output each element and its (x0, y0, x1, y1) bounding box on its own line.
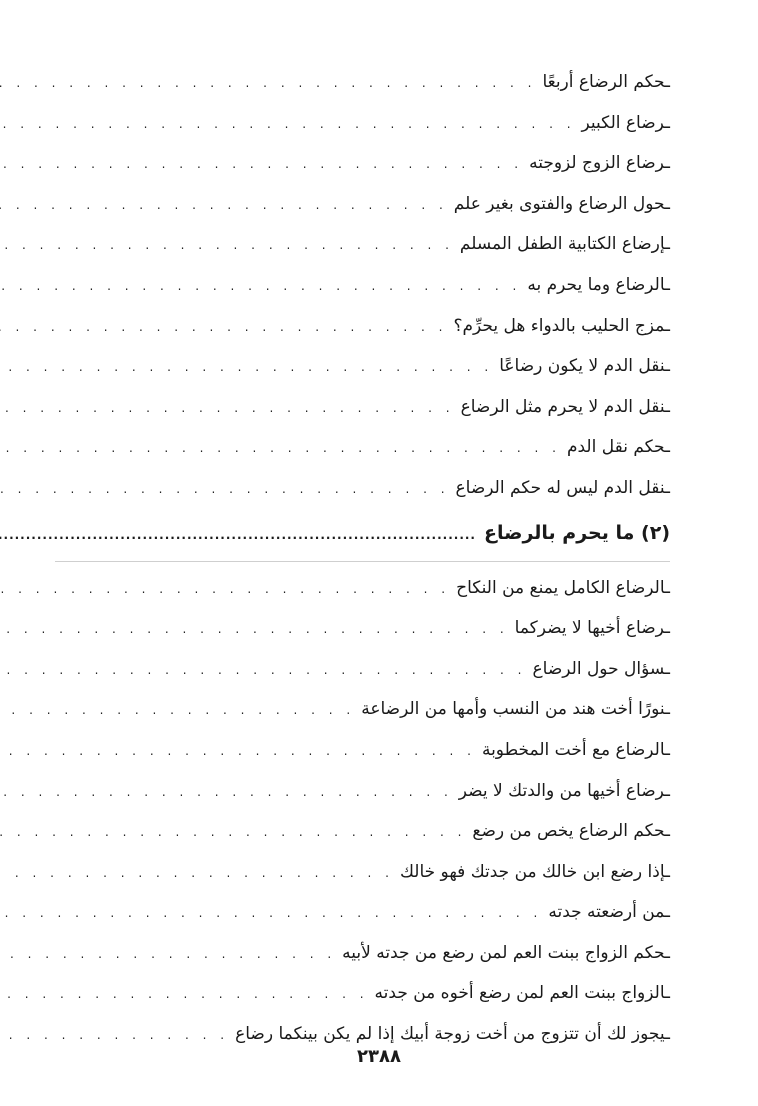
dot-leader (0, 469, 456, 510)
toc-entry-title: ـمزج الحليب بالدواء هل يحرِّم؟ (453, 315, 670, 336)
dot-leader (0, 812, 472, 853)
toc-entry (55, 933, 670, 974)
toc-entry (55, 103, 670, 144)
dot-leader (0, 772, 459, 813)
toc-entry (55, 143, 670, 184)
toc-entry (55, 689, 670, 730)
toc-entry-title: ـإذا رضع ابن خالك من جدتك فهو خالك (399, 861, 670, 882)
toc-section-heading (55, 509, 670, 557)
page-number: ٢٣٨٨ (357, 1046, 401, 1067)
toc-entry-title: ـرضاع الزوج لزوجته (529, 153, 670, 174)
toc-entry (55, 346, 670, 387)
toc-entry-title: ـحكم الرضاع يخص من رضع (472, 821, 670, 842)
dot-leader (0, 144, 529, 185)
toc-entry (55, 387, 670, 428)
dot-leader (0, 388, 461, 429)
toc-entry (55, 306, 670, 347)
dot-leader (0, 266, 527, 307)
toc-entry-title: ـالرضاع الكامل يمنع من النكاح (456, 577, 670, 598)
toc-entry-title: ـإرضاع الكتابية الطفل المسلم (459, 234, 670, 255)
section-divider (55, 561, 670, 562)
toc-entry (55, 649, 670, 690)
toc-entry-title: ـرضاع الكبير (581, 112, 670, 133)
dot-leader (0, 225, 460, 266)
toc-entry (55, 62, 670, 103)
toc-entry-title: ـنورًا أخت هند من النسب وأمها من الرضاعة (361, 699, 670, 720)
dot-leader (0, 347, 499, 388)
toc-entry (55, 608, 670, 649)
toc-entry-title: ـحكم نقل الدم (566, 437, 670, 458)
dot-leader (0, 690, 361, 731)
toc-entry (55, 427, 670, 468)
toc-entry-title: ـحكم الزواج ببنت العم لمن رضع من جدته لأبيه (342, 942, 670, 963)
toc-entry-title: ـسؤال حول الرضاع (532, 658, 670, 679)
toc-entry (55, 771, 670, 812)
toc-entry (55, 973, 670, 1014)
toc-entry (55, 224, 670, 265)
toc-entry-title: ـالرضاع مع أخت المخطوبة (481, 739, 670, 760)
table-of-contents (55, 62, 670, 1055)
section-title: (٢) ما يحرم بالرضاع (484, 521, 670, 544)
toc-entry-title: ـحكم الرضاع أربعًا (542, 72, 670, 92)
toc-entry (55, 468, 670, 509)
dot-leader (0, 609, 515, 650)
toc-entry (55, 892, 670, 933)
dot-leader (0, 428, 567, 469)
toc-entry-title: ـرضاع أخيها لا يضركما (514, 618, 670, 639)
toc-entry-title: ـالرضاع وما يحرم به (527, 274, 670, 295)
toc-entry-title: ـنقل الدم لا يحرم مثل الرضاع (460, 396, 670, 417)
toc-entry (55, 730, 670, 771)
toc-entry (55, 568, 670, 609)
dot-leader (0, 104, 582, 145)
toc-entry-title: ـرضاع أخيها من والدتك لا يضر (458, 780, 670, 801)
dot-leader (0, 63, 542, 104)
dot-leader (0, 650, 533, 691)
dot-leader (0, 853, 400, 894)
dot-leader (0, 569, 456, 610)
toc-entry-title: ـنقل الدم ليس له حكم الرضاع (455, 477, 670, 498)
toc-entry-title: ـمن أرضعته جدته (548, 902, 670, 923)
dot-leader (0, 731, 482, 772)
toc-entry-title: ـنقل الدم لا يكون رضاعًا (499, 356, 670, 377)
toc-entry-title: ـيجوز لك أن تتزوج من أخت زوجة أبيك إذا لم يكن بينكما رضاع (235, 1024, 670, 1045)
toc-entry-title: ـالزواج ببنت العم لمن رضع أخوه من جدته (374, 983, 670, 1004)
toc-entry (55, 852, 670, 893)
toc-entry-title: ـحول الرضاع والفتوى بغير علم (453, 193, 670, 214)
dot-leader (0, 974, 375, 1015)
toc-entry (55, 265, 670, 306)
dot-leader (0, 934, 342, 975)
dot-leader (0, 511, 484, 559)
toc-entry (55, 184, 670, 225)
dot-leader (0, 893, 548, 934)
dot-leader (0, 307, 453, 348)
toc-entry (55, 811, 670, 852)
dot-leader (0, 185, 454, 226)
